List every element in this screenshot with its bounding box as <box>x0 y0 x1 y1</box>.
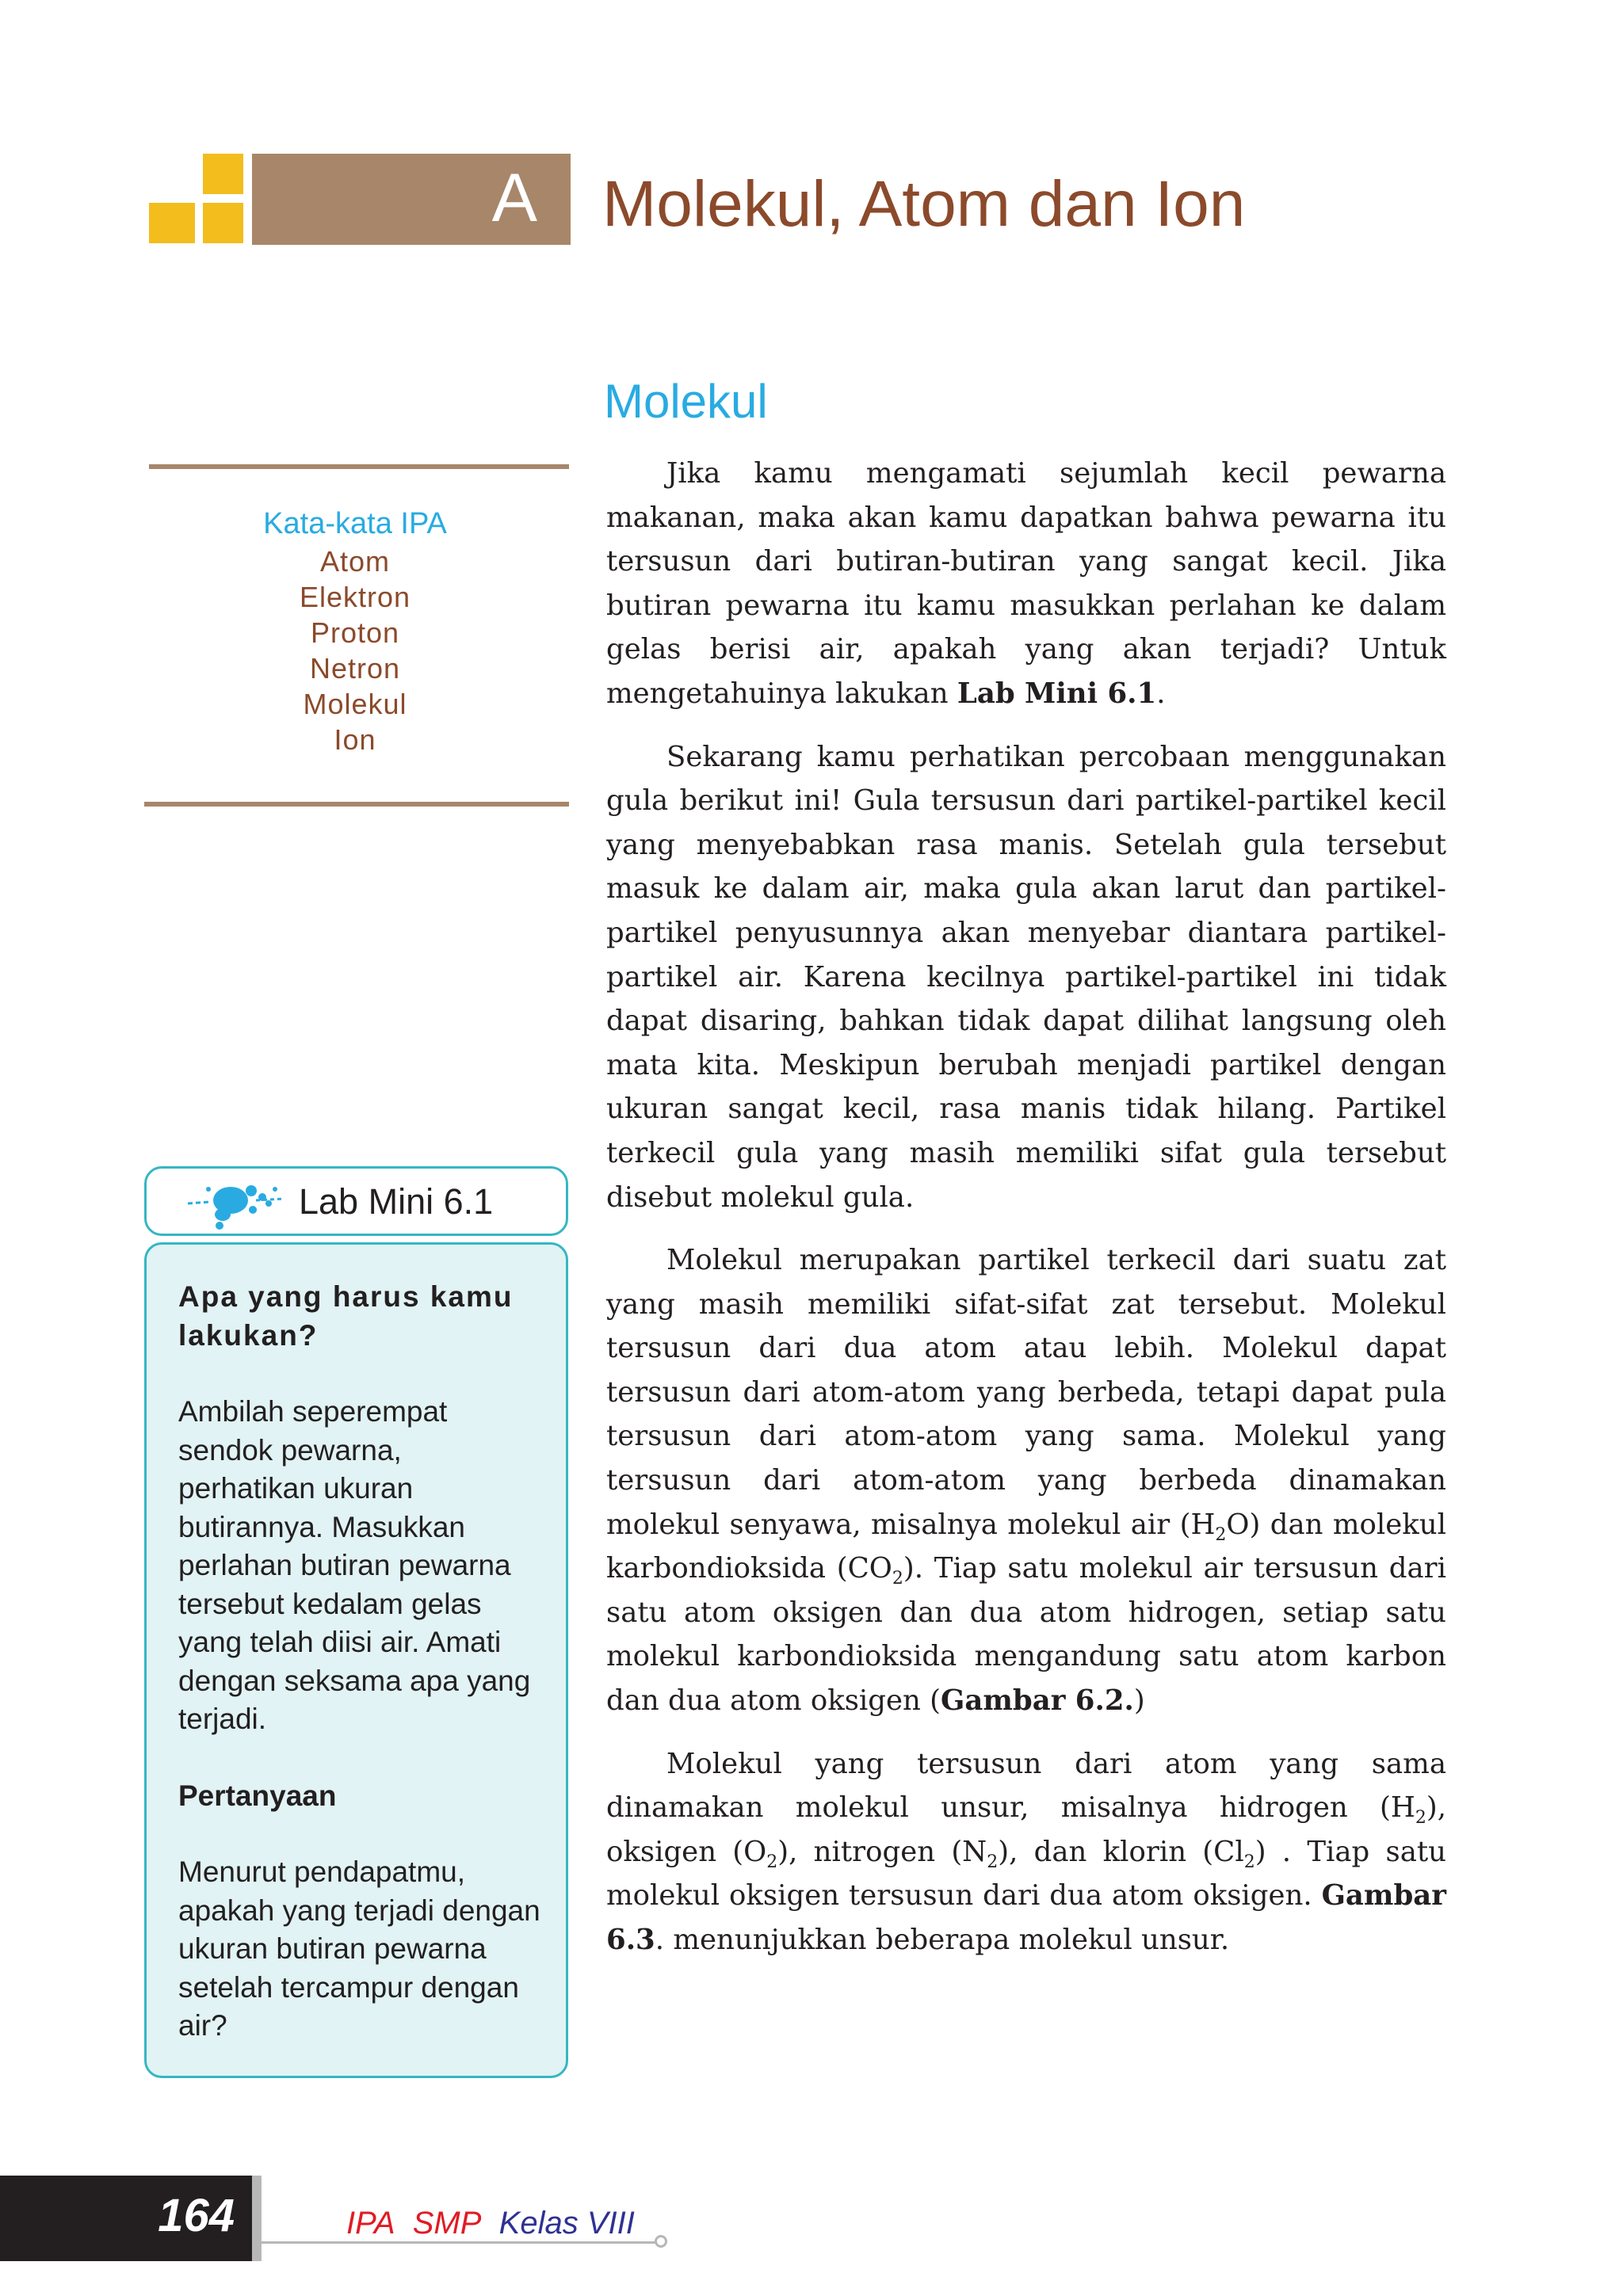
vocab-item: Netron <box>309 652 401 685</box>
lab-question-label: Pertanyaan <box>178 1779 337 1812</box>
lab-mini-header <box>144 1166 568 1236</box>
lab-question-heading: Apa yang harus kamu lakukan? <box>178 1280 514 1352</box>
vocab-top-rule <box>149 464 569 469</box>
vocab-list <box>149 543 561 757</box>
vocab-item: Molekul <box>303 688 407 720</box>
vocab-item: Atom <box>319 545 391 578</box>
lab-mini-title: Lab Mini 6.1 <box>299 1181 494 1222</box>
footer-page-block <box>0 2176 252 2261</box>
footer-dot <box>655 2235 667 2248</box>
lab-mini-body <box>144 1242 568 2078</box>
section-header-band <box>252 154 571 245</box>
body-text <box>606 452 1446 1981</box>
paragraph-4: Molekul yang tersusun dari atom yang sama dinamakan molekul unsur, misalnya hidrogen $(H_2)$, oksigen $(O_2)$, nitrogen $(N_2)$, dan klorin $(Cl_2)$ . Tiap satu molekul oksigen tersusun dari dua atom oksigen. Gambar 6.3. menunjukkan beberapa molekul unsur. <box>606 1747 1447 1956</box>
figure-reference: Gambar 6.2. <box>941 1684 1134 1718</box>
lab-question: Menurut pendapatmu, apakah yang terjadi dengan ukuran butiran pewarna setelah tercampur dengan air? <box>178 1855 540 2042</box>
vocab-box <box>149 504 561 757</box>
lab-mini-reference: Lab Mini 6.1 <box>957 677 1157 710</box>
vocab-title: Kata-kata IPA <box>263 507 447 540</box>
header-square-left <box>149 203 195 243</box>
vocab-item: Ion <box>334 723 376 756</box>
section-title: Molekul, Atom dan Ion <box>602 168 1246 240</box>
vocab-item: Elektron <box>299 581 411 613</box>
subheading: Molekul <box>604 375 768 428</box>
lab-instructions: Ambilah seperempat sendok pewarna, perhatikan ukuran butirannya. Masukkan perlahan butiran pewarna tersebut kedalam gelas yang telah diisi air. Amati dengan seksama apa yang terjadi. <box>178 1395 531 1735</box>
vocab-item: Proton <box>310 616 400 649</box>
section-letter: A <box>491 160 537 236</box>
paragraph-2: Sekarang kamu perhatikan percobaan menggunakan gula berikut ini! Gula tersusun dari partikel-partikel kecil yang menyebabkan rasa manis. Setelah gula tersebut masuk ke dalam air, maka gula akan larut dan partikel-partikel penyusunnya akan menyebar diantara partikel-partikel air. Karena kecilnya partikel-partikel ini tidak dapat disaring, bahkan tidak dapat dilihat langsung oleh mata kita. Meskipun berubah menjadi partikel dengan ukuran sangat kecil, rasa manis tidak hilang. Partikel terkecil gula yang masih memiliki sifat gula tersebut disebut molekul gula. <box>606 740 1446 1214</box>
paragraph-3: Molekul merupakan partikel terkecil dari suatu zat yang masih memiliki sifat-sifat zat tersebut. Molekul tersusun dari dua atom atau lebih. Molekul dapat tersusun dari atom-atom yang berbeda, tetapi dapat pula tersusun dari atom-atom yang sama. Molekul yang tersusun dari atom-atom yang berbeda dinamakan molekul senyawa, misalnya molekul air $(H_2O)$ dan molekul karbondioksida $(CO_2)$. Tiap satu molekul air tersusun dari satu atom oksigen dan dua atom hidrogen, setiap satu molekul karbondioksida mengandung satu atom karbon dan dua atom oksigen (Gambar 6.2.) <box>606 1244 1446 1718</box>
vocab-bottom-rule <box>144 802 569 807</box>
header-square-right <box>203 203 243 243</box>
footer-divider <box>252 2176 262 2261</box>
figure-reference: Gambar 6.3 <box>606 1879 1446 1956</box>
paint-splash-icon <box>186 1173 289 1234</box>
footer-book-title: IPA SMP Kelas VIII <box>346 2206 635 2241</box>
paragraph-1: Jika kamu mengamati sejumlah kecil pewarna makanan, maka akan kamu dapatkan bahwa pewarna itu tersusun dari butiran-butiran yang sangat kecil. Jika butiran pewarna itu kamu masukkan perlahan ke dalam gelas berisi air, apakah yang akan terjadi? Untuk mengetahuinya lakukan Lab Mini 6.1. <box>606 457 1446 710</box>
header-square-top <box>203 154 243 194</box>
page-number: 164 <box>158 2190 235 2241</box>
